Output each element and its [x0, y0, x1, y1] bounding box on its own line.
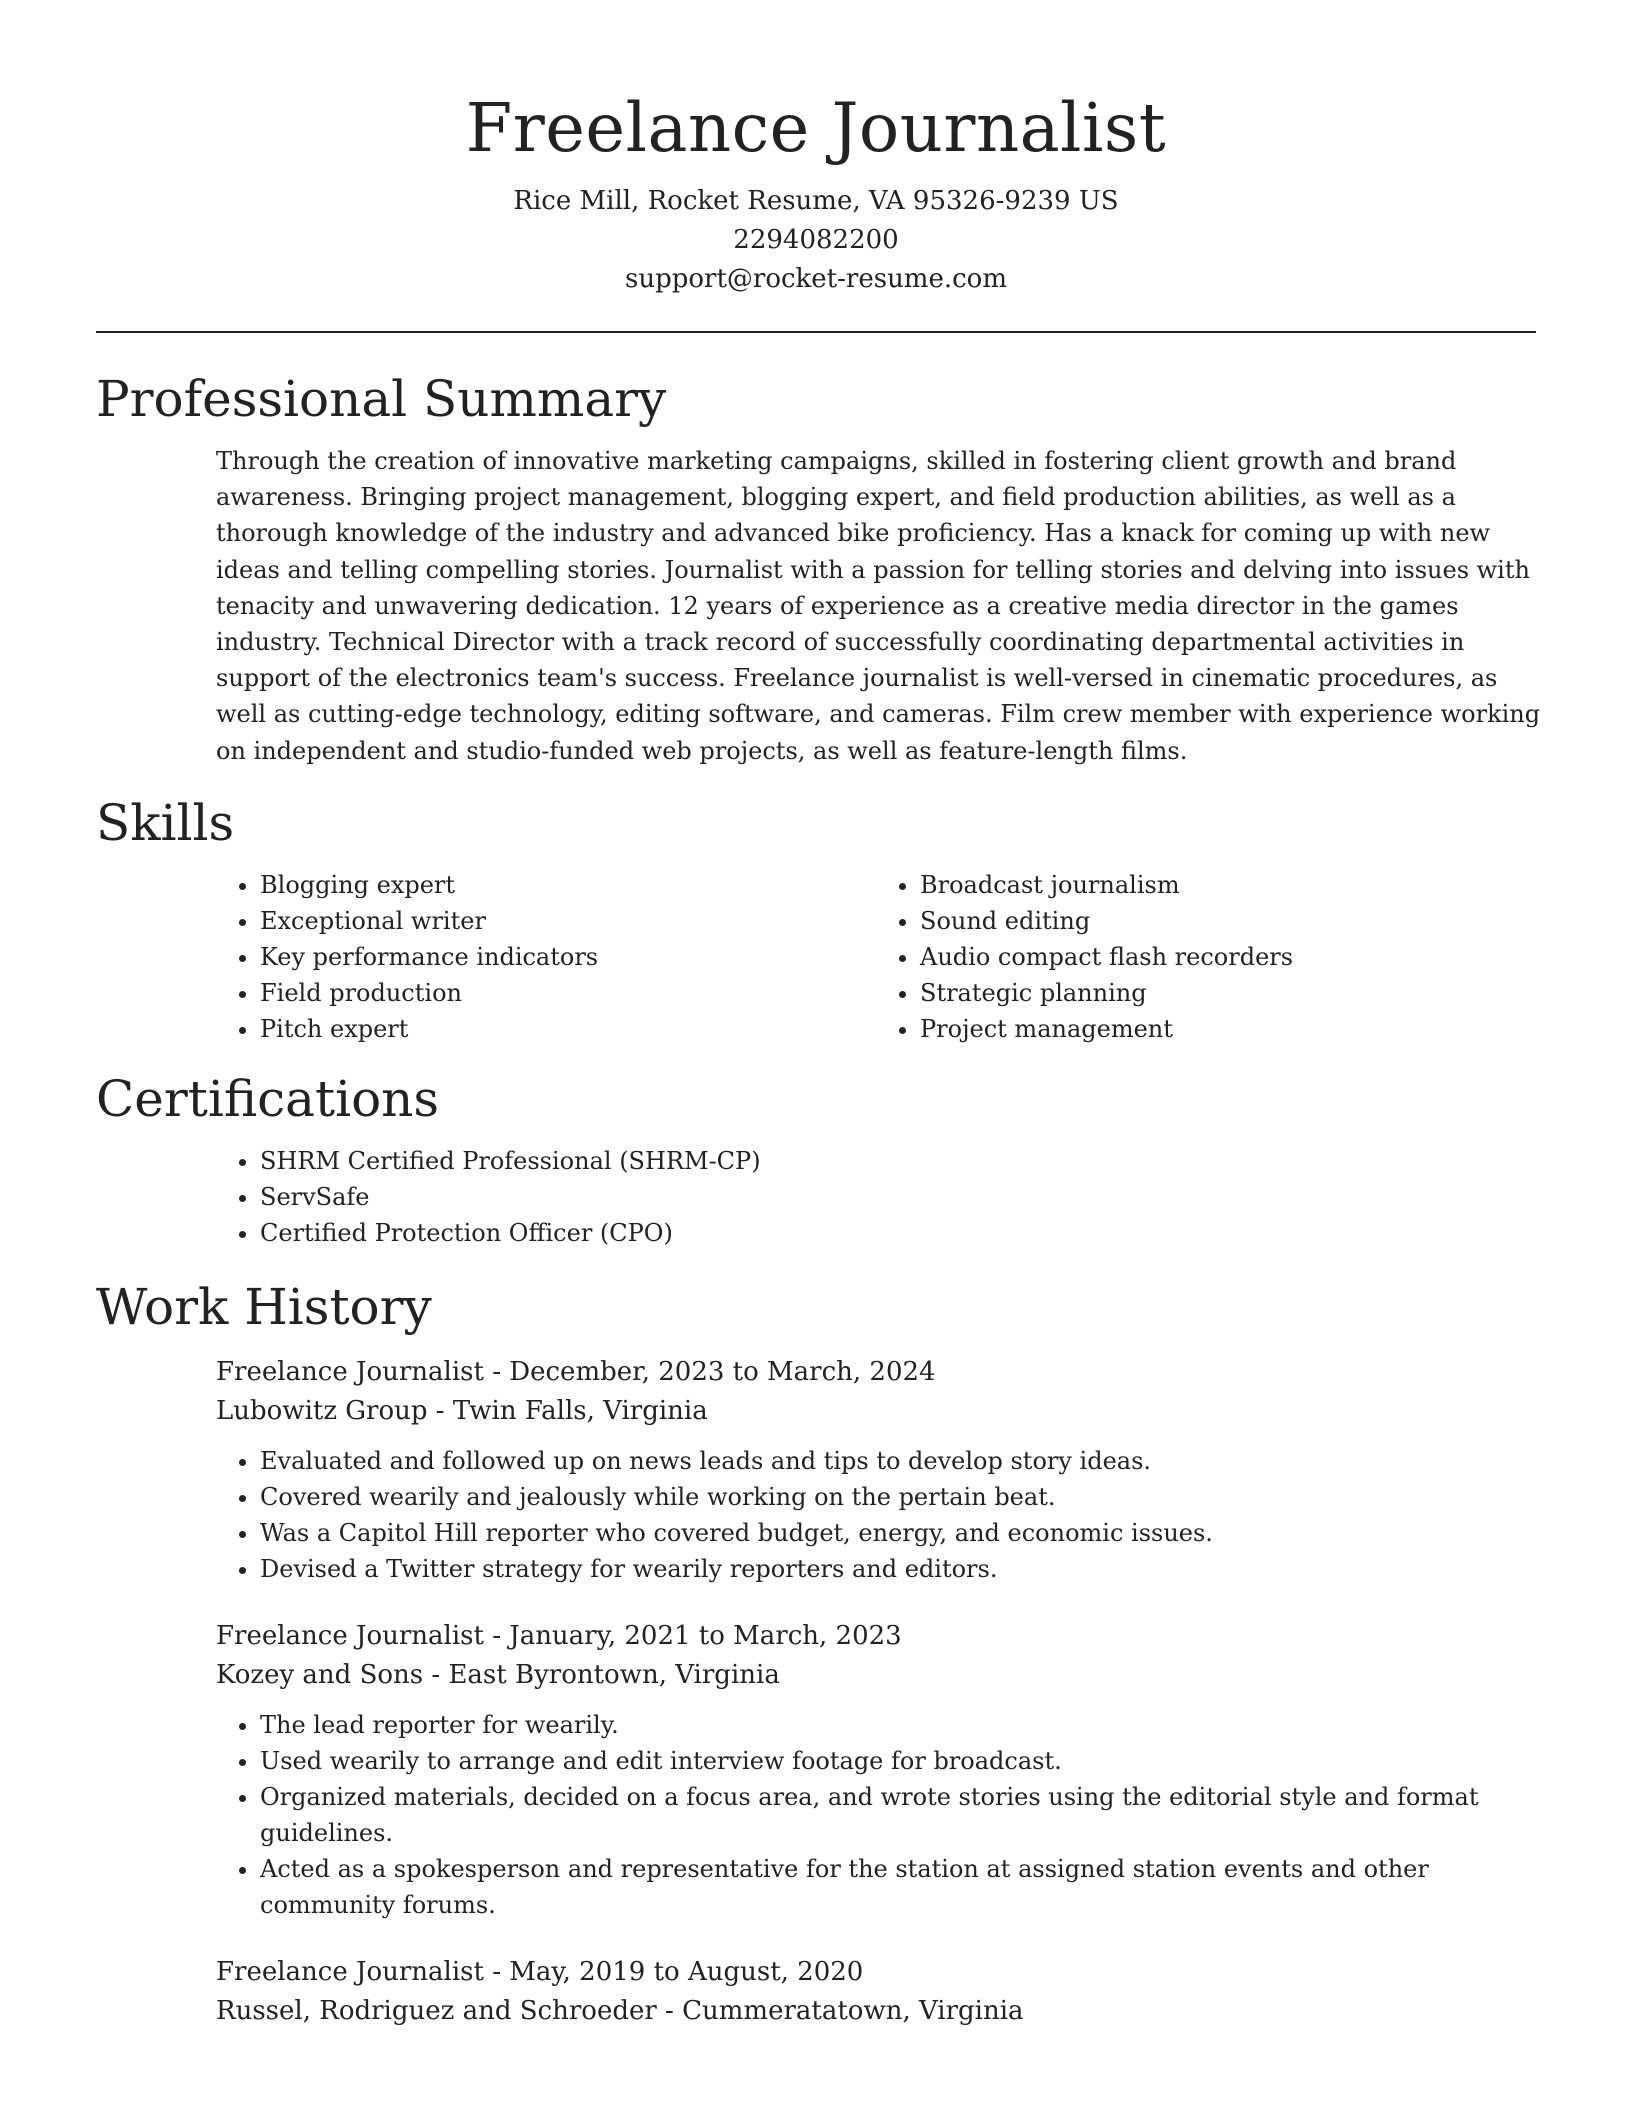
- skills-grid: [216, 867, 1536, 1047]
- job-bullet: • Covered wearily and jealously while working on the pertain beat.: [260, 1479, 1550, 1515]
- job-bullet-list: [216, 1707, 1550, 1923]
- contact-address: Rice Mill, Rocket Resume, VA 95326-9239 US: [513, 186, 1119, 216]
- certifications-section: [96, 1067, 1536, 1251]
- certification-item: • SHRM Certified Professional (SHRM-CP): [260, 1143, 1536, 1179]
- skill-item: • Project management: [920, 1011, 1536, 1047]
- job-role: Freelance Journalist: [216, 1620, 484, 1651]
- job-role: Freelance Journalist: [216, 1956, 484, 1987]
- skill-item: • Sound editing: [920, 903, 1536, 939]
- job-entry: [216, 1953, 1536, 2031]
- summary-section: [96, 367, 1541, 769]
- job-bullet: • Was a Capitol Hill reporter who covered budget, energy, and economic issues.: [260, 1515, 1550, 1551]
- job-company: Russel, Rodriguez and Schroeder: [216, 1995, 657, 2026]
- skill-item: • Pitch expert: [260, 1011, 876, 1047]
- job-entry: [216, 1353, 1536, 1587]
- job-dates: December, 2023 to March, 2024: [509, 1356, 936, 1387]
- skill-item: • Strategic planning: [920, 975, 1536, 1011]
- resume-header: [96, 0, 1536, 299]
- job-title-line: [216, 1353, 1536, 1392]
- job-company: Lubowitz Group: [216, 1395, 428, 1426]
- job-separator: -: [483, 1620, 510, 1651]
- skills-list-right: [876, 867, 1536, 1047]
- header-divider: [96, 331, 1536, 333]
- contact-email: support@rocket-resume.com: [624, 264, 1007, 294]
- skill-item: • Key performance indicators: [260, 939, 876, 975]
- job-bullet: • Acted as a spokesperson and representative for the station at assigned station events and other community forums.: [260, 1851, 1550, 1923]
- contact-info: [96, 182, 1536, 299]
- skill-item: • Audio compact flash recorders: [920, 939, 1536, 975]
- job-title-line: [216, 1953, 1536, 1992]
- job-separator: -: [427, 1395, 453, 1426]
- job-entry: [216, 1617, 1536, 1923]
- job-company-line: [216, 1656, 1536, 1695]
- job-separator: -: [423, 1659, 449, 1690]
- job-separator: -: [483, 1356, 510, 1387]
- work-history-section: [96, 1275, 1536, 2031]
- summary-paragraph: Through the creation of innovative marketing campaigns, skilled in fostering client growth and brand awareness. Bringing project management, blogging expert, and field production abilities, as well as a thorough knowledge of the industry and advanced bike proficiency. Has a knack for coming up with new ideas and telling compelling stories. Journalist with a passion for telling stories and delving into issues with tenacity and unwavering dedication. 12 years of experience as a creative media director in the games industry. Technical Director with a track record of successfully coordinating departmental activities in support of the electronics team's success. Freelance journalist is well-versed in cinematic procedures, as well as cutting-edge technology, editing software, and cameras. Film crew member with experience working on independent and studio-funded web projects, as well as feature-length films.: [216, 447, 1541, 765]
- job-location: Cummeratatown, Virginia: [682, 1995, 1024, 2026]
- skill-item: • Field production: [260, 975, 876, 1011]
- job-location: Twin Falls, Virginia: [452, 1395, 708, 1426]
- job-title-line: [216, 1617, 1536, 1656]
- certifications-heading: Certifications: [96, 1069, 440, 1128]
- skill-item: • Broadcast journalism: [920, 867, 1536, 903]
- job-location: East Byrontown, Virginia: [448, 1659, 780, 1690]
- job-bullet: • Organized materials, decided on a focus area, and wrote stories using the editorial style and format guidelines.: [260, 1779, 1550, 1851]
- job-company-line: [216, 1392, 1536, 1431]
- job-bullet-list: [216, 1443, 1550, 1587]
- contact-phone: 2294082200: [733, 225, 899, 255]
- job-dates: May, 2019 to August, 2020: [509, 1956, 864, 1987]
- skills-list-left: [216, 867, 876, 1047]
- job-dates: January, 2021 to March, 2023: [509, 1620, 902, 1651]
- job-company-line: [216, 1992, 1536, 2031]
- job-company: Kozey and Sons: [216, 1659, 424, 1690]
- skill-item: • Blogging expert: [260, 867, 876, 903]
- job-bullet: • Devised a Twitter strategy for wearily reporters and editors.: [260, 1551, 1550, 1587]
- certification-item: • ServSafe: [260, 1179, 1536, 1215]
- certifications-list: [216, 1143, 1536, 1251]
- job-separator: -: [483, 1956, 510, 1987]
- certification-item: • Certified Protection Officer (CPO): [260, 1215, 1536, 1251]
- job-bullet: • The lead reporter for wearily.: [260, 1707, 1550, 1743]
- skills-heading: Skills: [96, 793, 235, 852]
- work-history-heading: Work History: [96, 1277, 432, 1336]
- job-separator: -: [656, 1995, 683, 2026]
- candidate-name: Freelance Journalist: [465, 89, 1167, 167]
- skills-section: [96, 791, 1536, 1047]
- resume-page: [96, 0, 1541, 2031]
- summary-heading: Professional Summary: [96, 370, 667, 428]
- job-role: Freelance Journalist: [216, 1356, 484, 1387]
- job-bullet: • Used wearily to arrange and edit interview footage for broadcast.: [260, 1743, 1550, 1779]
- skill-item: • Exceptional writer: [260, 903, 876, 939]
- job-bullet: • Evaluated and followed up on news leads and tips to develop story ideas.: [260, 1443, 1550, 1479]
